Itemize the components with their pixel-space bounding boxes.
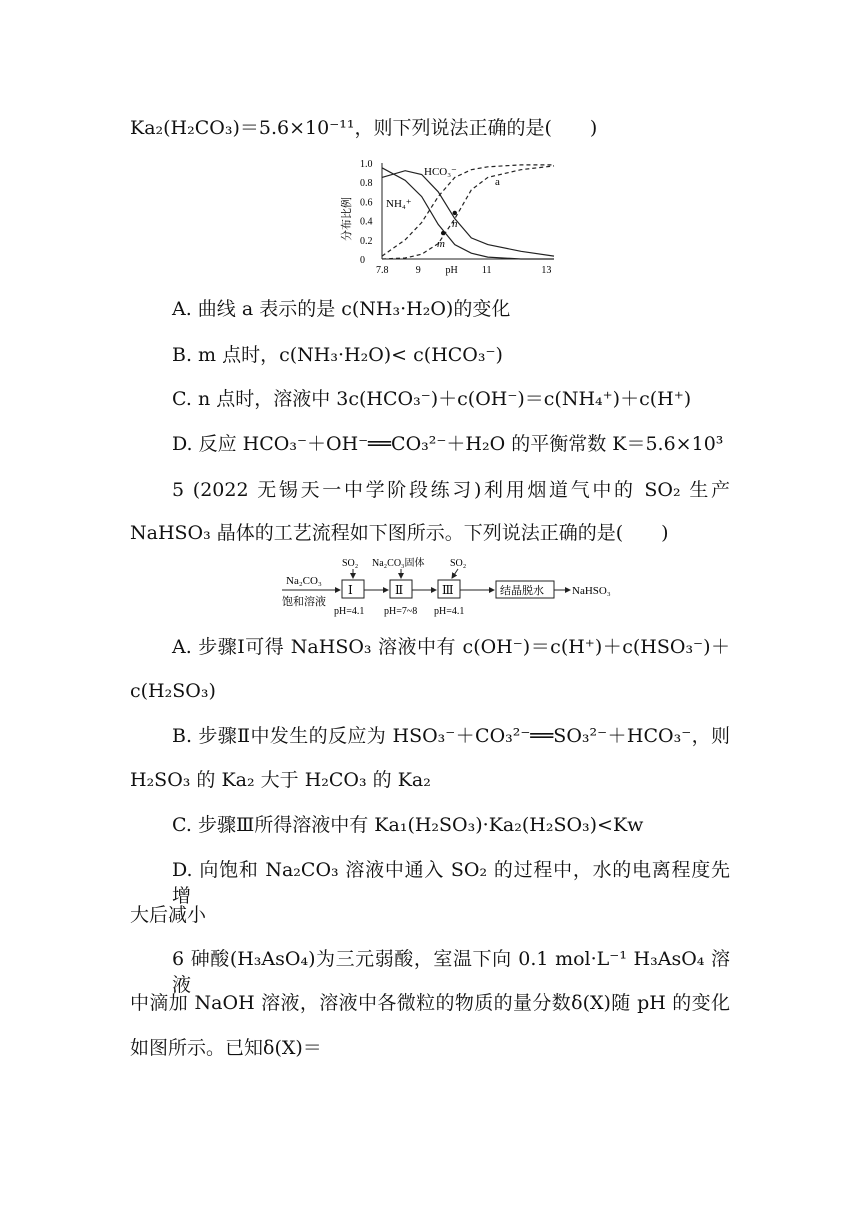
curve-a-label: a bbox=[495, 176, 500, 188]
process-flow-diagram bbox=[280, 552, 630, 620]
x-tick-label: 11 bbox=[481, 265, 492, 276]
q5-option-b-2: H₂SO₃ 的 Ka₂ 大于 H₂CO₃ 的 Ka₂ bbox=[130, 769, 431, 791]
step-3-label: Ⅲ bbox=[442, 583, 454, 597]
y-tick-label: 0 bbox=[360, 255, 365, 266]
step-3-ph: pH=4.1 bbox=[434, 606, 465, 617]
step-2-reagent: Na₂CO₃固体 bbox=[372, 558, 425, 569]
line-ka2: Ka₂(H₂CO₃)＝5.6×10⁻¹¹，则下列说法正确的是( ) bbox=[130, 117, 598, 139]
step-2-ph: pH=7~8 bbox=[384, 606, 418, 617]
q6-stem-3: 如图所示。已知δ(X)＝ bbox=[130, 1037, 322, 1059]
x-tick-label: 13 bbox=[541, 265, 552, 276]
q4-option-c: C. n 点时，溶液中 3c(HCO₃⁻)＋c(OH⁻)＝c(NH₄⁺)＋c(H⁺) bbox=[172, 388, 692, 410]
y-tick-label: 0.6 bbox=[360, 197, 373, 209]
series-line-3 bbox=[382, 166, 554, 259]
step-3-reagent: SO₂ bbox=[450, 558, 467, 569]
y-tick-label: 0.8 bbox=[360, 178, 373, 190]
step-1-box bbox=[342, 580, 364, 598]
q5-option-d-1: D. 向饱和 Na₂CO₃ 溶液中通入 SO₂ 的过程中，水的电离程度先增 bbox=[172, 859, 730, 907]
step-1-reagent: SO₂ bbox=[342, 558, 359, 569]
q5-option-c: C. 步骤Ⅲ所得溶液中有 Ka₁(H₂SO₃)·Ka₂(H₂SO₃)<Kw bbox=[172, 814, 644, 836]
q5-option-a-1: A. 步骤Ⅰ可得 NaHSO₃ 溶液中有 c(OH⁻)＝c(H⁺)＋c(HSO₃⁻)＋ bbox=[172, 636, 730, 658]
point-m bbox=[441, 231, 445, 235]
distribution-chart bbox=[338, 153, 552, 278]
input-saturated: 饱和溶液 bbox=[282, 596, 326, 608]
q5-option-b-1: B. 步骤Ⅱ中发生的反应为 HSO₃⁻＋CO₃²⁻══SO₃²⁻＋HCO₃⁻，则 bbox=[172, 725, 730, 747]
q4-option-d: D. 反应 HCO₃⁻＋OH⁻══CO₃²⁻＋H₂O 的平衡常数 K＝5.6×10³ bbox=[172, 433, 724, 455]
q6-stem-2: 中滴加 NaOH 溶液，溶液中各微粒的物质的量分数δ(X)随 pH 的变化 bbox=[130, 992, 730, 1014]
y-axis-label: 分布比例 bbox=[341, 197, 353, 241]
point-n bbox=[453, 211, 457, 215]
crystallize-label: 结晶脱水 bbox=[500, 585, 544, 597]
y-tick-label: 0.4 bbox=[360, 216, 373, 228]
step-2-label: Ⅱ bbox=[395, 583, 404, 597]
q5-stem-1: 5 (2022 无锡天一中学阶段练习)利用烟道气中的 SO₂ 生产 bbox=[172, 479, 730, 501]
input-na2co3: Na₂CO₃ bbox=[286, 575, 322, 587]
nh4-label: NH₄⁺ bbox=[386, 198, 412, 210]
step-1-ph: pH=4.1 bbox=[334, 606, 365, 617]
point-n-label: n bbox=[452, 218, 458, 230]
hco3-label: HCO₃⁻ bbox=[424, 166, 457, 178]
q5-stem-2: NaHSO₃ 晶体的工艺流程如下图所示。下列说法正确的是( ) bbox=[130, 522, 669, 544]
output-nahso3: NaHSO₃ bbox=[572, 585, 611, 597]
q4-option-a: A. 曲线 a 表示的是 c(NH₃·H₂O)的变化 bbox=[172, 298, 511, 320]
y-tick-label: 0.2 bbox=[360, 235, 373, 247]
series-line-1 bbox=[382, 168, 554, 259]
y-tick-label: 1.0 bbox=[360, 159, 373, 170]
x-tick-label: pH bbox=[445, 265, 458, 276]
q5-option-d-2: 大后减小 bbox=[130, 904, 207, 926]
x-tick-label: 7.8 bbox=[376, 265, 389, 276]
step-1-label: Ⅰ bbox=[348, 583, 353, 597]
point-m-label: m bbox=[437, 238, 445, 250]
q6-stem-1: 6 砷酸(H₃AsO₄)为三元弱酸，室温下向 0.1 mol·L⁻¹ H₃AsO₄ 溶液 bbox=[172, 948, 730, 996]
q4-option-b: B. m 点时，c(NH₃·H₂O)< c(HCO₃⁻) bbox=[172, 344, 503, 366]
series-line-2 bbox=[382, 165, 554, 256]
x-tick-label: 9 bbox=[415, 265, 421, 276]
q5-option-a-2: c(H₂SO₃) bbox=[130, 680, 216, 702]
